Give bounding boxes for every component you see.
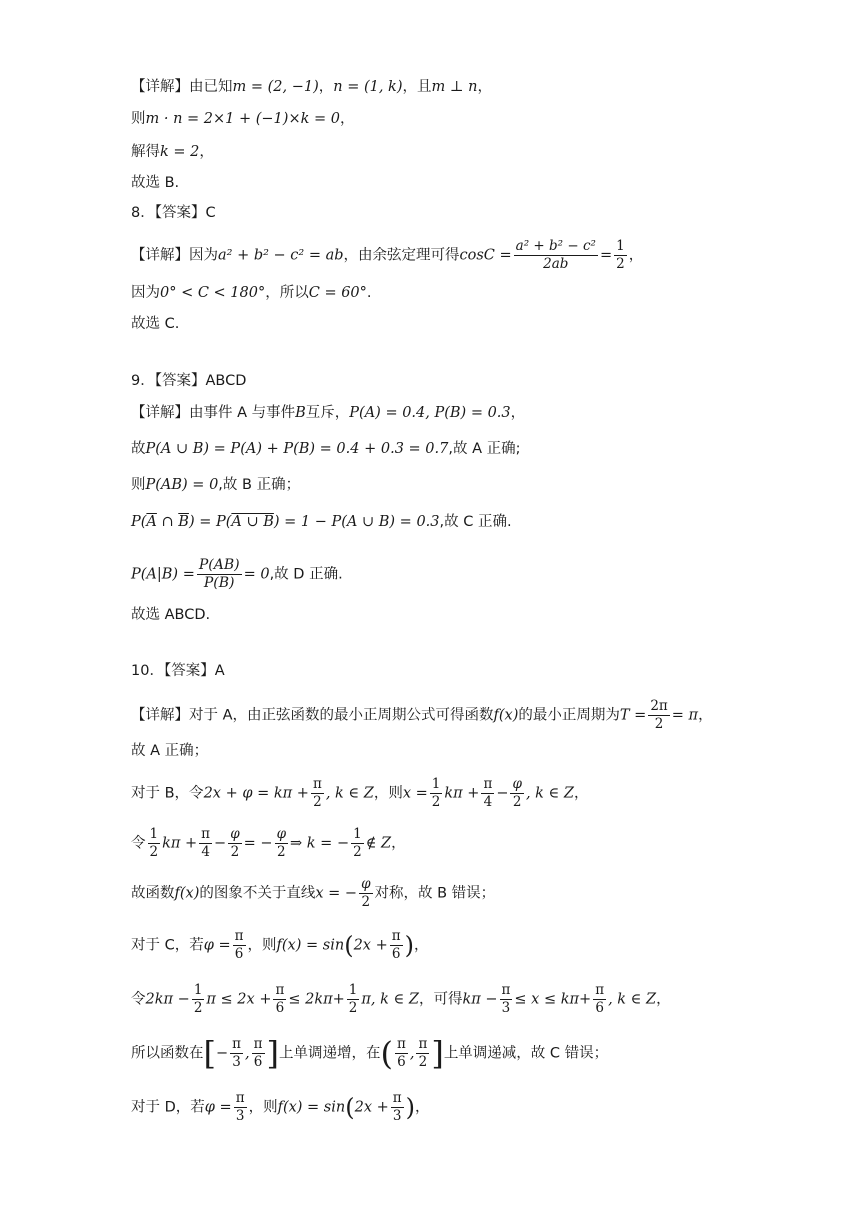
denominator: 2 (313, 794, 322, 810)
fraction (311, 776, 324, 811)
numerator: 1 (149, 826, 159, 842)
fraction (234, 1090, 247, 1125)
q10-line-2: 故 A 正确； (131, 743, 209, 759)
denominator: 6 (253, 1054, 263, 1070)
denominator: 2 (361, 894, 371, 910)
math: ∉ Z (365, 835, 392, 852)
text: 对于 C，若 (131, 937, 204, 954)
math: = π (671, 707, 699, 724)
math-vector-m: m = (2, −1) (232, 79, 319, 95)
math: ⇒ k = − (290, 835, 350, 852)
denominator: 2 (512, 794, 522, 810)
q10-line-6: 对于 C，若φ = $\frac{\pi}{6}$ ，则f(x) = sin(2x + $\frac{\pi}{6}$ )， (131, 928, 429, 962)
numerator: φ (230, 826, 240, 842)
text: ， (199, 144, 214, 160)
text: ，所以 (265, 285, 309, 301)
denominator: 2 (616, 256, 625, 272)
fraction (593, 982, 606, 1017)
text: 则 (131, 111, 146, 127)
q8-answer: 8．【答案】C (131, 205, 216, 221)
numerator: π (501, 982, 511, 998)
text: 则 (131, 477, 146, 493)
text: ,故 A 正确; (448, 441, 521, 457)
text: ，可得 (418, 991, 463, 1008)
text: 【详解】对于 A，由正弦函数的最小正周期公式可得函数 (131, 707, 494, 724)
q7-line-4: 故选 B. (131, 175, 180, 191)
text: ，则 (247, 937, 277, 954)
fraction (430, 776, 443, 811)
numerator: 2π (650, 698, 668, 714)
denominator: 6 (595, 1000, 604, 1016)
fraction (273, 982, 286, 1017)
fraction (275, 826, 288, 861)
math: P( (131, 514, 147, 530)
q7-line-2 (131, 108, 354, 130)
math: π ≤ 2x + (206, 991, 272, 1008)
denominator: 3 (501, 1000, 511, 1016)
fraction (359, 876, 372, 911)
numerator: π (391, 928, 401, 944)
math: x = (402, 785, 428, 802)
text: ， (413, 937, 429, 954)
numerator: π (253, 1036, 263, 1052)
numerator: π (396, 1036, 406, 1052)
denominator: 6 (391, 946, 401, 962)
q9-line-3 (131, 474, 300, 496)
q10-answer: 10．【答案】A (131, 663, 225, 679)
q10-line-7 (131, 982, 671, 1017)
text: ，且 (402, 79, 432, 95)
denominator: 2ab (543, 256, 569, 272)
fraction (500, 982, 513, 1017)
text: 的最小正周期为 (518, 707, 620, 724)
numerator: π (418, 1036, 428, 1052)
math-event-b: B (295, 405, 306, 421)
numerator: π (312, 776, 322, 792)
math-a-bar: $\overline{A}$ (146, 514, 157, 530)
text: ， (510, 405, 526, 421)
fraction (233, 928, 246, 963)
math-k: k = 2 (160, 144, 200, 160)
text: ， (415, 1099, 430, 1116)
fraction (390, 928, 403, 963)
denominator: 4 (201, 844, 210, 860)
text: ， (339, 111, 355, 127)
numerator: π (234, 928, 244, 944)
math-union-bar: A ∪ B (231, 514, 274, 530)
math: ∩ (156, 514, 179, 530)
fraction-half (614, 238, 627, 273)
numerator: π (483, 776, 493, 792)
q10-line-3 (131, 776, 588, 811)
text: ， (391, 835, 406, 852)
text: 对于 B，令 (131, 785, 204, 802)
text: 【详解】因为 (131, 247, 218, 264)
q9-line-6: 故选 ABCD. (131, 607, 211, 623)
fraction-conditional (197, 557, 242, 592)
text: 故函数 (131, 885, 175, 902)
text: ， (318, 79, 334, 95)
q7-line-1 (131, 76, 492, 98)
math: 2x + φ = kπ + (203, 785, 309, 802)
denominator: 3 (235, 1108, 245, 1124)
numerator: π (275, 982, 285, 998)
numerator: φ (276, 826, 287, 842)
math: φ = (203, 937, 231, 954)
math-perp: m ⊥ n (431, 79, 478, 95)
math: kπ + (162, 835, 198, 852)
numerator: π (232, 1036, 242, 1052)
q9-line-2 (131, 438, 521, 460)
text: ， (628, 247, 644, 264)
fraction (648, 698, 669, 733)
math: f(x) = sin (277, 1099, 346, 1116)
q9-answer: 9．【答案】ABCD (131, 373, 247, 389)
denominator: 2 (353, 844, 362, 860)
numerator: φ (361, 876, 371, 892)
numerator: π (392, 1090, 402, 1106)
fraction (228, 826, 241, 861)
text: ，由余弦定理可得 (343, 247, 460, 264)
math: − (496, 785, 509, 802)
math: π, k ∈ Z (361, 991, 419, 1008)
text: 对称，故 B 错误； (374, 885, 496, 902)
fraction (391, 1090, 404, 1125)
math: ≤ 2kπ+ (288, 991, 345, 1008)
q7-line-3 (131, 141, 214, 163)
numerator: 1 (348, 982, 358, 998)
text: ，则 (373, 785, 403, 802)
math: = − (243, 835, 273, 852)
math-cos: cosC = (459, 247, 512, 264)
math-probabilities: P(A) = 0.4, P(B) = 0.3 (349, 405, 511, 421)
text: . (366, 285, 372, 301)
math-fx: f(x) (174, 885, 200, 902)
math: φ = (204, 1099, 232, 1116)
numerator: a² + b² − c² (515, 238, 596, 254)
denominator: 3 (232, 1054, 241, 1070)
numerator: 1 (616, 238, 625, 254)
math: 2x + (354, 1099, 389, 1116)
math: = 0 (243, 566, 270, 583)
text: 对于 D，若 (131, 1099, 205, 1116)
math: ) = 1 − P(A ∪ B) = 0.3 (273, 514, 440, 530)
text: 【详解】由已知 (131, 79, 233, 95)
text: 【详解】由事件 A 与事件 (131, 405, 296, 421)
fraction (252, 1036, 265, 1071)
text: ， (656, 991, 671, 1008)
q10-line-4 (131, 826, 406, 861)
q8-line-2 (131, 282, 372, 304)
fraction (199, 826, 212, 861)
math: 2kπ − (145, 991, 190, 1008)
math: , k ∈ Z (325, 785, 374, 802)
fraction (510, 776, 523, 811)
math: P(A|B) = (131, 566, 195, 583)
text: 互斥， (305, 405, 350, 421)
fraction (347, 982, 360, 1017)
numerator: π (235, 1090, 245, 1106)
fraction (481, 776, 494, 811)
denominator: P(B) (203, 575, 235, 591)
text: 上单调递减，故 C 错误； (443, 1045, 609, 1062)
fraction (192, 982, 205, 1017)
numerator: φ (512, 776, 522, 792)
q10-line-1 (131, 698, 713, 733)
denominator: 4 (483, 794, 493, 810)
math-intersection: P(AB) = 0 (145, 477, 219, 493)
fraction (395, 1036, 408, 1071)
text: ， (477, 79, 492, 95)
fraction (351, 826, 364, 861)
denominator: 2 (277, 844, 286, 860)
text: 解得 (131, 144, 160, 160)
text: 上单调递增，在 (278, 1045, 381, 1062)
denominator: 6 (397, 1054, 406, 1070)
q9-line-5 (131, 557, 343, 592)
q10-line-8: 所以函数在[− $\frac{\pi}{3}$ , $\frac{\pi}{6}$ ]上单调递增，在( $\frac{\pi}{6}$ , $\frac{\pi}{2}$ ]上单调递减，故 C 错误； (131, 1034, 609, 1073)
math-equation: a² + b² − c² = ab (218, 247, 344, 264)
text: 令 (131, 991, 146, 1008)
denominator: 2 (348, 1000, 358, 1016)
numerator: 1 (193, 982, 203, 998)
math: ≤ x ≤ kπ+ (514, 991, 592, 1008)
q10-line-5 (131, 876, 495, 911)
denominator: 2 (149, 844, 159, 860)
text: 故 (131, 441, 146, 457)
numerator: 1 (431, 776, 441, 792)
text: ,故 C 正确. (439, 514, 512, 530)
math: , k ∈ Z (525, 785, 574, 802)
math: 2x + (353, 937, 388, 954)
text: 所以函数在 (131, 1045, 204, 1062)
math-union: P(A ∪ B) = P(A) + P(B) = 0.4 + 0.3 = 0.7 (145, 441, 449, 457)
text: ,故 B 正确； (218, 477, 301, 493)
denominator: 2 (654, 716, 664, 732)
text: ,故 D 正确. (269, 566, 343, 583)
numerator: 1 (353, 826, 362, 842)
math: kπ − (462, 991, 498, 1008)
math-fx: f(x) (493, 707, 519, 724)
fraction (230, 1036, 243, 1071)
text: 的图象不关于直线 (199, 885, 316, 902)
math-angle: C = 60° (308, 285, 367, 301)
math: kπ + (444, 785, 480, 802)
q9-line-1 (131, 402, 525, 424)
math: ) = P( (188, 514, 232, 530)
denominator: 2 (193, 1000, 203, 1016)
math: , k ∈ Z (608, 991, 657, 1008)
q8-line-1: 【详解】因为a² + b² − c² = ab，由余弦定理可得cosC = $\frac{\text{a² + b² − c²}}{2ab}$ = $\frac{1}{2}$ ， (131, 238, 644, 272)
denominator: 3 (392, 1108, 402, 1124)
math-range: 0° < C < 180° (160, 285, 266, 301)
text: 因为 (131, 285, 160, 301)
math-dot-product: m · n = 2×1 + (−1)×k = 0 (145, 111, 340, 127)
numerator: P(AB) (198, 557, 240, 573)
denominator: 2 (431, 794, 441, 810)
numerator: π (201, 826, 211, 842)
denominator: 6 (275, 1000, 285, 1016)
fraction (148, 826, 161, 861)
numerator: π (595, 982, 605, 998)
math-vector-n: n = (1, k) (333, 79, 403, 95)
fraction-cosine-law (514, 238, 598, 273)
text: 令 (131, 835, 146, 852)
math-b-bar: $\overline{B}$ (178, 514, 189, 530)
text: ，则 (248, 1099, 278, 1116)
denominator: 2 (230, 844, 240, 860)
q8-line-3: 故选 C. (131, 316, 180, 332)
text: ， (698, 707, 713, 724)
denominator: 6 (234, 946, 244, 962)
q10-line-9: 对于 D，若φ = $\frac{\pi}{3}$ ，则f(x) = sin(2x + $\frac{\pi}{3}$ )， (131, 1090, 430, 1124)
denominator: 2 (418, 1054, 428, 1070)
fraction (416, 1036, 429, 1071)
math: − (214, 835, 227, 852)
text: ， (573, 785, 589, 802)
math: f(x) = sin (276, 937, 345, 954)
q9-line-4 (131, 511, 512, 533)
math: x = − (315, 885, 358, 902)
math: T = (619, 707, 647, 724)
